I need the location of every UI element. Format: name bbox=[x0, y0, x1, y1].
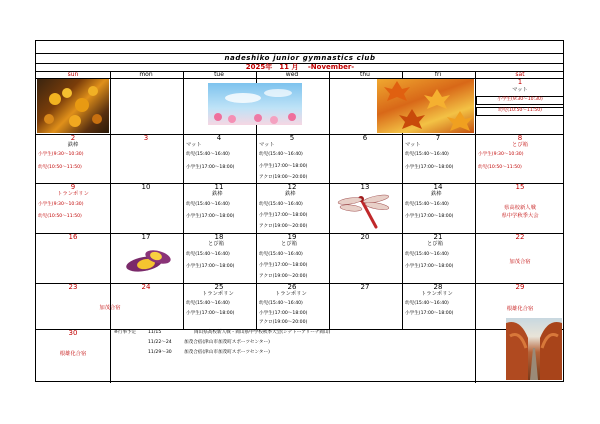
dow-thu: thu bbox=[360, 71, 370, 78]
day-8: 8 bbox=[517, 134, 523, 142]
autumn-leaves-photo bbox=[37, 79, 109, 133]
day-4: 4 bbox=[216, 134, 222, 142]
day-17: 17 bbox=[141, 233, 151, 241]
event-akuro: アクロ(19:00〜20:00) bbox=[259, 320, 308, 325]
notes-line1-text: 岡山県高校新人戦・岡山県中学校秋季大会(シテトーアリーナ岡山) bbox=[194, 330, 331, 335]
grid-line bbox=[36, 183, 563, 184]
dragonfly-icon bbox=[336, 191, 396, 231]
grid-line bbox=[36, 134, 563, 135]
event-youji: 幼児(15:40〜16:40) bbox=[259, 252, 303, 257]
day-30: 30 bbox=[68, 329, 78, 337]
sky-flowers-photo bbox=[208, 83, 302, 125]
maple-leaves-photo bbox=[377, 79, 474, 133]
dow-sat: sat bbox=[515, 71, 525, 78]
day-12: 12 bbox=[287, 183, 297, 191]
event-youji: 幼児(15:40〜16:40) bbox=[186, 152, 230, 157]
event-tetsubo: 鉄棒 bbox=[285, 191, 296, 197]
event-shogaku: 小学生(17:00〜18:00) bbox=[259, 213, 308, 218]
grid-line bbox=[110, 71, 111, 329]
notes-line3-text: 加茂合宿(津山市加茂町スポーツセンター) bbox=[184, 350, 270, 355]
dow-mon: mon bbox=[139, 71, 153, 78]
event-youji: 幼児(15:40〜16:40) bbox=[405, 301, 449, 306]
grid-line bbox=[36, 233, 563, 234]
day-28: 28 bbox=[433, 283, 443, 291]
event-mat: マット bbox=[405, 142, 421, 148]
event-tetsubo: 鉄棒 bbox=[431, 191, 442, 197]
day-10: 10 bbox=[141, 183, 151, 191]
event-trampoline: トランポリン bbox=[275, 291, 307, 297]
event-sat-youji: 幼児(10:50〜11:50) bbox=[38, 165, 82, 170]
event-nenbi: 根雄化合宿 bbox=[506, 306, 534, 312]
event-trampoline: トランポリン bbox=[202, 291, 234, 297]
event-ken-chugaku: 県中学秋季大会 bbox=[501, 213, 539, 219]
event-akuro: アクロ(19:00〜20:00) bbox=[259, 274, 308, 279]
event-sat-shogaku: 小学生(9:30〜10:30) bbox=[38, 152, 84, 157]
event-shogaku: 小学生(17:00〜18:00) bbox=[186, 165, 235, 170]
calendar-sheet bbox=[35, 40, 564, 382]
event-mat: マット bbox=[186, 142, 202, 148]
event-youji: 幼児(15:40〜16:40) bbox=[186, 202, 230, 207]
day-3: 3 bbox=[143, 134, 149, 142]
event-youji: 幼児(15:40〜16:40) bbox=[405, 202, 449, 207]
event-youji: 幼児(15:40〜16:40) bbox=[259, 202, 303, 207]
event-sat-youji: 幼児(10:50〜11:50) bbox=[38, 214, 82, 219]
grid-line bbox=[36, 78, 563, 79]
event-tobibako: とび箱 bbox=[512, 142, 528, 148]
event-tetsubo: 鉄棒 bbox=[67, 142, 79, 148]
event-akuro: アクロ(19:00〜20:00) bbox=[259, 175, 308, 180]
day-14: 14 bbox=[433, 183, 443, 191]
day-29: 29 bbox=[515, 283, 525, 291]
event-youji: 幼児(15:40〜16:40) bbox=[186, 301, 230, 306]
notes-line3-date: 11/29〜30 bbox=[148, 350, 172, 355]
event-tobibako: とび箱 bbox=[208, 241, 224, 247]
event-ken-koko: 県高校新人戦 bbox=[504, 205, 536, 211]
event-sat-shogaku: 小学生(9:30〜10:30) bbox=[38, 202, 84, 207]
day-25: 25 bbox=[214, 283, 224, 291]
day-19: 19 bbox=[287, 233, 297, 241]
event-trampoline: トランポリン bbox=[57, 191, 89, 197]
event-youji: 幼児(15:40〜16:40) bbox=[259, 301, 303, 306]
day-6: 6 bbox=[362, 134, 368, 142]
event-shogaku: 小学生(17:00〜18:00) bbox=[186, 264, 235, 269]
event-sat-youji: 幼児(10:50〜11:50) bbox=[478, 165, 522, 170]
event-tobibako: とび箱 bbox=[281, 241, 297, 247]
event-shogaku: 小学生(17:00〜18:00) bbox=[405, 214, 454, 219]
event-mat: マット bbox=[259, 142, 275, 148]
event-shogaku: 小学生(17:00〜18:00) bbox=[259, 164, 308, 169]
event-kasoku: 加茂合宿 bbox=[509, 259, 531, 265]
day-27: 27 bbox=[360, 283, 370, 291]
event-shogaku: 小学生(17:00〜18:00) bbox=[405, 264, 454, 269]
event-kasoku: 加茂合宿 bbox=[99, 305, 121, 311]
event-sat-youji: 幼児(10:50〜11:50) bbox=[498, 108, 542, 113]
day-26: 26 bbox=[287, 283, 297, 291]
event-nenbi: 根雄化合宿 bbox=[59, 351, 87, 357]
grid-line bbox=[36, 71, 563, 72]
day-1: 1 bbox=[517, 78, 523, 86]
event-tobibako: とび箱 bbox=[427, 241, 443, 247]
event-shogaku: 小学生(17:00〜18:00) bbox=[186, 214, 235, 219]
grid-line bbox=[475, 329, 476, 383]
month-title: 2025年 11 月 -November- bbox=[245, 63, 355, 71]
day-15: 15 bbox=[515, 183, 525, 191]
club-name: nadeshiko junior gymnastics club bbox=[224, 54, 376, 62]
event-tetsubo: 鉄棒 bbox=[212, 191, 223, 197]
event-shogaku: 小学生(17:00〜18:00) bbox=[405, 311, 454, 316]
event-shogaku: 小学生(17:00〜18:00) bbox=[259, 263, 308, 268]
event-youji: 幼児(15:40〜16:40) bbox=[186, 252, 230, 257]
event-sat-shogaku: 小学生(9:30〜10:30) bbox=[497, 97, 543, 102]
grid-line bbox=[329, 71, 330, 329]
event-trampoline: トランポリン bbox=[421, 291, 453, 297]
notes-label: ※行事予定 bbox=[114, 330, 137, 335]
day-20: 20 bbox=[360, 233, 370, 241]
event-shogaku: 小学生(17:00〜18:00) bbox=[259, 311, 308, 316]
event-youji: 幼児(15:40〜16:40) bbox=[259, 152, 303, 157]
event-shogaku: 小学生(17:00〜18:00) bbox=[405, 165, 454, 170]
dow-wed: wed bbox=[285, 71, 299, 78]
event-shogaku: 小学生(17:00〜18:00) bbox=[186, 311, 235, 316]
dow-sun: sun bbox=[67, 71, 79, 78]
day-2: 2 bbox=[70, 134, 76, 142]
dow-fri: fri bbox=[434, 71, 442, 78]
event-youji: 幼児(15:40〜16:40) bbox=[405, 252, 449, 257]
event-mat: マット bbox=[512, 87, 528, 93]
day-7: 7 bbox=[435, 134, 441, 142]
day-5: 5 bbox=[289, 134, 295, 142]
day-18: 18 bbox=[214, 233, 224, 241]
notes-line2-date: 11/22〜24 bbox=[148, 340, 172, 345]
grid-line bbox=[36, 283, 563, 284]
dow-tue: tue bbox=[214, 71, 224, 78]
day-22: 22 bbox=[515, 233, 525, 241]
notes-line2-text: 加茂合宿(津山市加茂町スポーツセンター) bbox=[184, 340, 270, 345]
sweet-potato-icon bbox=[122, 244, 174, 276]
day-11: 11 bbox=[214, 183, 224, 191]
notes-line1-date: 11/15 bbox=[148, 330, 162, 335]
day-9: 9 bbox=[70, 183, 76, 191]
grid-line bbox=[183, 71, 184, 329]
day-13: 13 bbox=[360, 183, 370, 191]
day-16: 16 bbox=[68, 233, 78, 241]
event-sat-shogaku: 小学生(9:30〜10:30) bbox=[478, 152, 524, 157]
event-akuro: アクロ(19:00〜20:00) bbox=[259, 224, 308, 229]
day-24: 24 bbox=[141, 283, 151, 291]
event-youji: 幼児(15:40〜16:40) bbox=[405, 152, 449, 157]
day-21: 21 bbox=[433, 233, 443, 241]
grid-line bbox=[110, 329, 111, 383]
day-23: 23 bbox=[68, 283, 78, 291]
autumn-tree-road-photo bbox=[506, 318, 562, 380]
